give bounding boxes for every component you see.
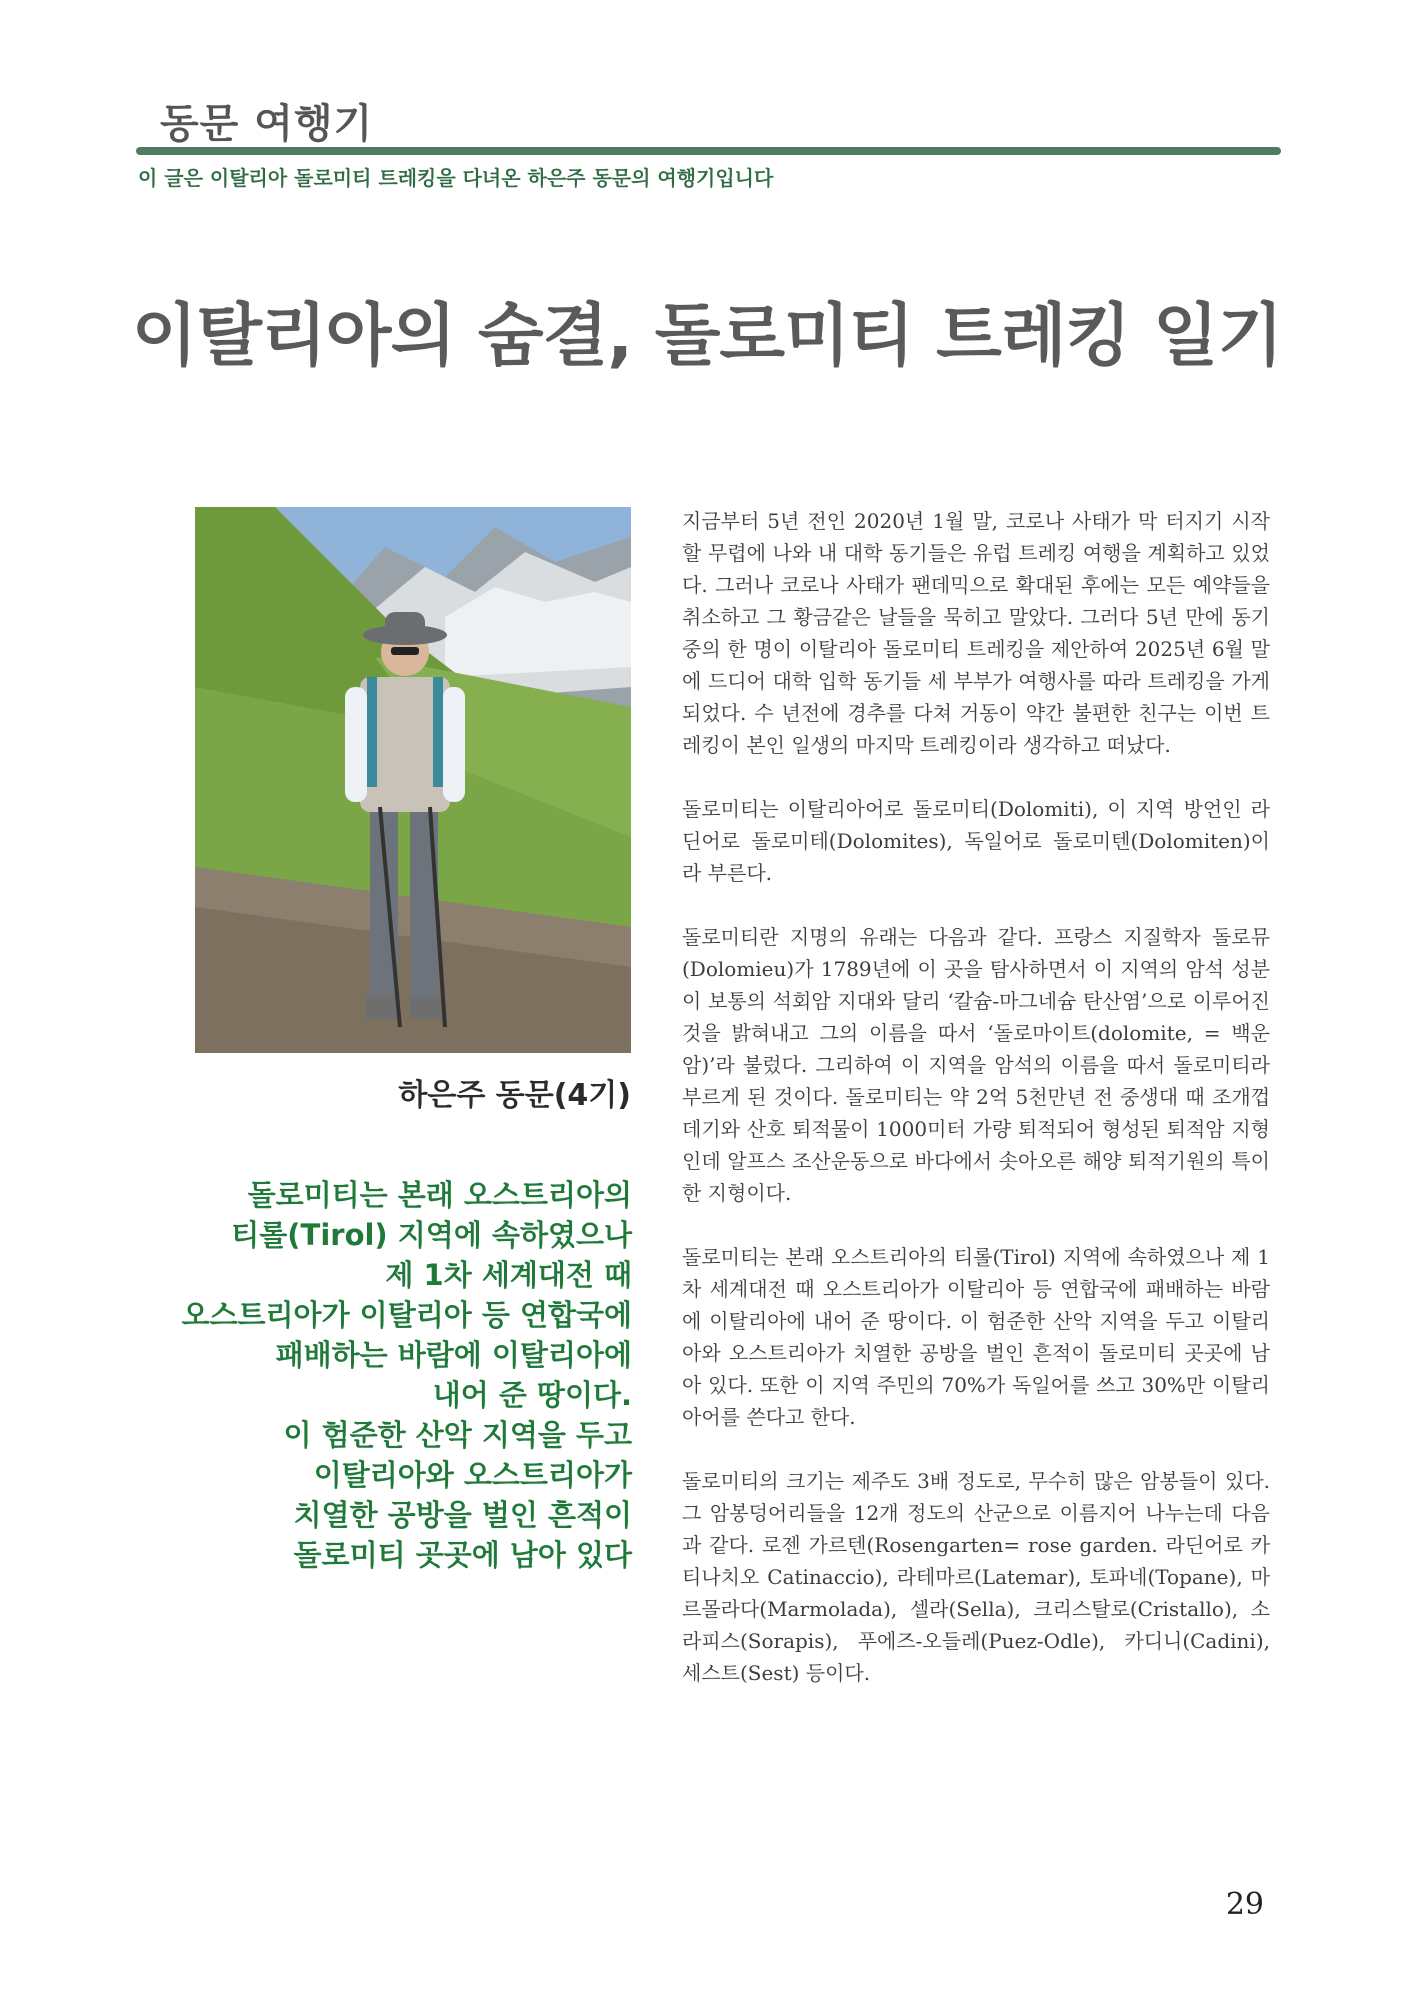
pull-quote-line: 돌로미티 곳곳에 남아 있다 (293, 1538, 632, 1572)
pull-quote-line: 티롤(Tirol) 지역에 속하였으나 (231, 1218, 632, 1252)
page-number: 29 (1225, 1887, 1264, 1922)
pull-quote (160, 1175, 632, 1575)
body-paragraph: 돌로미티란 지명의 유래는 다음과 같다. 프랑스 지질학자 돌로뮤(Dolomieu)가 1789년에 이 곳을 탐사하면서 이 지역의 암석 성분이 보통의 석회암 지대와 달리 ‘칼슘-마그네슘 탄산염’으로 이루어진 것을 밝혀내고 그의 이름을 따서 ‘돌로마이트(dolomite, = 백운암)’라 불렀다. 그리하여 이 지역을 암석의 이름을 따서 돌로미티라 부르게 된 것이다. 돌로미티는 약 2억 5천만년 전 중생대 때 조개껍데기와 산호 퇴적물이 1000미터 가량 퇴적되어 형성된 퇴적암 지형인데 알프스 조산운동으로 바다에서 솟아오른 해양 퇴적기원의 특이한 지형이다. (682, 925, 1270, 1205)
pull-quote-line: 패배하는 바람에 이탈리아에 (275, 1338, 632, 1372)
photo-caption: 하은주 동문(4기) (398, 1078, 631, 1113)
pull-quote-line: 제 1차 세계대전 때 (385, 1258, 632, 1292)
body-paragraph: 돌로미티의 크기는 제주도 3배 정도로, 무수히 많은 암봉들이 있다. 그 암봉덩어리들을 12개 정도의 산군으로 이름지어 나누는데 다음과 같다. 로젠 가르텐(Rosengarten= rose garden. 라딘어로 카티나치오 Catinaccio), 라테마르(Latemar), 토파네(Topane), 마르몰라다(Marmolada), 셀라(Sella), 크리스탈로(Cristallo), 소라피스(Sorapis), 푸에즈-오들레(Puez-Odle), 카디니(Cadini), 세스트(Sest) 등이다. (682, 1469, 1270, 1685)
article-title: 이탈리아의 숨결, 돌로미티 트레킹 일기 (131, 297, 1283, 376)
pull-quote-line: 내어 준 땅이다. (432, 1378, 632, 1412)
body-paragraph: 돌로미티는 본래 오스트리아의 티롤(Tirol) 지역에 속하였으나 제 1차 세계대전 때 오스트리아가 이탈리아 등 연합국에 패배하는 바람에 이탈리아에 내어 준 땅이다. 이 험준한 산악 지역을 두고 이탈리아와 오스트리아가 치열한 공방을 벌인 흔적이 돌로미티 곳곳에 남아 있다. 또한 이 지역 주민의 70%가 독일어를 쓰고 30%만 이탈리아어를 쓴다고 한다. (682, 1245, 1270, 1429)
author-photo (195, 507, 631, 1053)
section-subtitle: 이 글은 이탈리아 돌로미티 트레킹을 다녀온 하은주 동문의 여행기입니다 (138, 166, 774, 190)
header-divider (136, 147, 1281, 155)
pull-quote-line: 이 험준한 산악 지역을 두고 (283, 1418, 632, 1452)
pull-quote-line: 돌로미티는 본래 오스트리아의 (247, 1178, 632, 1212)
body-paragraph: 지금부터 5년 전인 2020년 1월 말, 코로나 사태가 막 터지기 시작할 무렵에 나와 내 대학 동기들은 유럽 트레킹 여행을 계획하고 있었다. 그러나 코로나 사태가 팬데믹으로 확대된 후에는 모든 예약들을 취소하고 그 황금같은 날들을 묵히고 말았다. 그러다 5년 만에 동기 중의 한 명이 이탈리아 돌로미티 트레킹을 제안하여 2025년 6월 말에 드디어 대학 입학 동기들 세 부부가 여행사를 따라 트레킹을 가게 되었다. 수 년전에 경추를 다쳐 거동이 약간 불편한 친구는 이번 트레킹이 본인 일생의 마지막 트레킹이라 생각하고 떠났다. (682, 509, 1270, 757)
body-paragraph: 돌로미티는 이탈리아어로 돌로미티(Dolomiti), 이 지역 방언인 라딘어로 돌로미테(Dolomites), 독일어로 돌로미텐(Dolomiten)이라 부른다. (682, 797, 1270, 885)
pull-quote-line: 이탈리아와 오스트리아가 (313, 1458, 632, 1492)
article-body (682, 505, 1270, 1721)
pull-quote-line: 오스트리아가 이탈리아 등 연합국에 (181, 1298, 632, 1332)
pull-quote-line: 치열한 공방을 벌인 흔적이 (293, 1498, 632, 1532)
section-label: 동문 여행기 (160, 101, 374, 147)
